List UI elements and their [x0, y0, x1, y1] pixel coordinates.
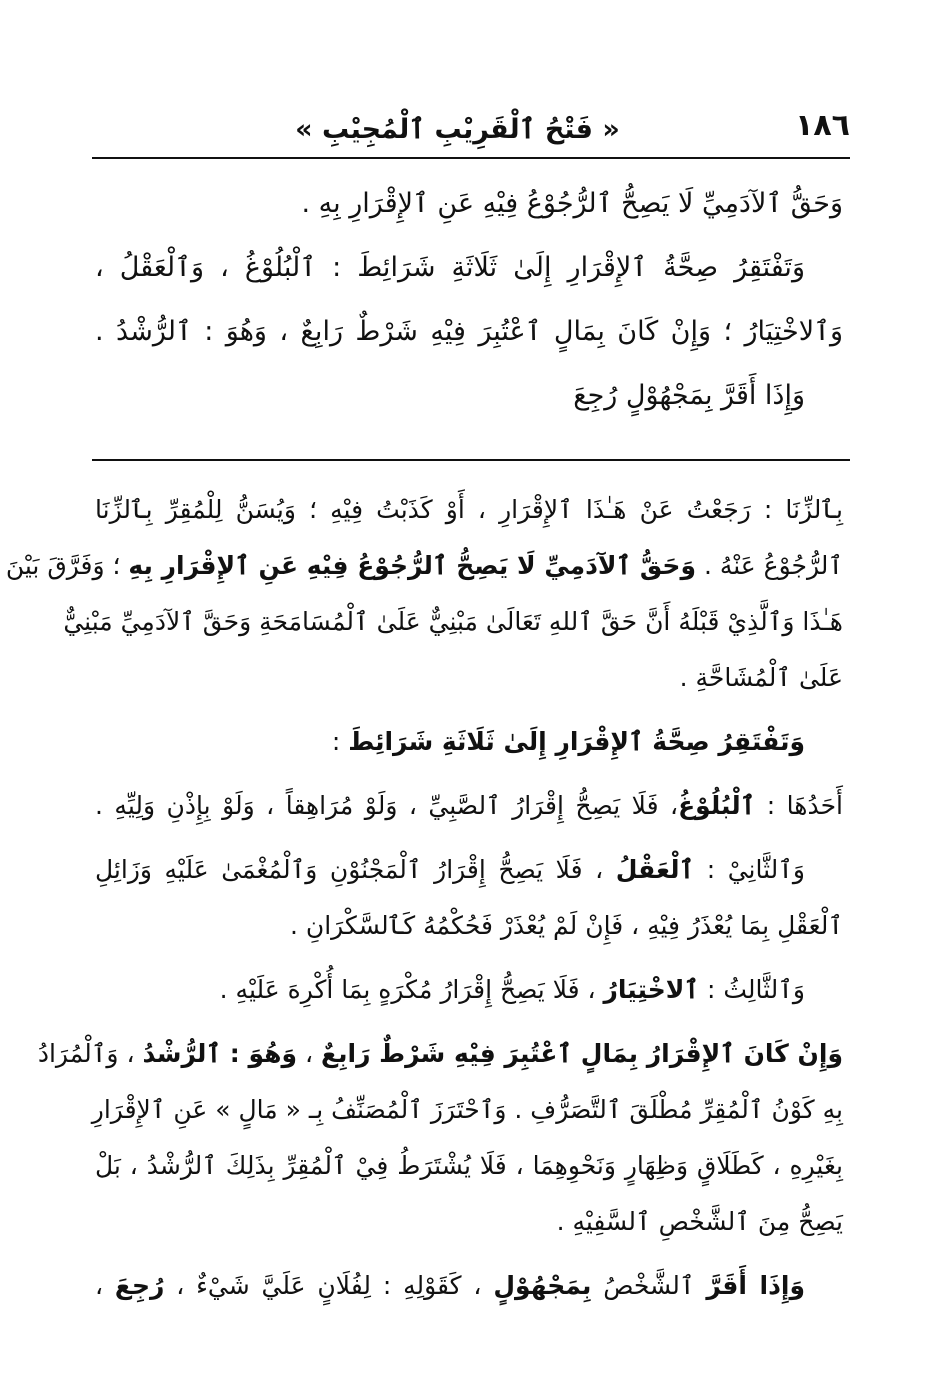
- sharh-span: ٱلرُّجُوْعُ عَنْهُ .: [696, 551, 843, 580]
- sharh-line: [95, 778, 843, 834]
- sharh-line: [95, 842, 843, 898]
- matn-line: وَتَفْتَقِرُ صِحَّةُ ٱلإِقْرَارِ إِلَىٰ ثَلَاثَةِ شَرَائِطَ : ٱلْبُلُوْغُ ، وَٱلْعَقْلُ ،: [95, 252, 805, 283]
- sharh-line: بِٱلزِّنَا : رَجَعْتُ عَنْ هَـٰذَا ٱلإِقْرَارِ ، أَوْ كَذَبْتُ فِيْهِ ؛ وَيُسَنُّ لِلْمُقِرِّ بِٱلزِّنَا: [95, 495, 843, 524]
- sharh-line: [95, 962, 843, 1018]
- sharh-span: ،: [297, 1039, 322, 1068]
- matn-quote: وَإِنْ كَانَ ٱلإِقْرَارُ بِمَالٍ ٱعْتُبِرَ فِيْهِ شَرْطٌ رَابِعٌ: [321, 1039, 843, 1068]
- sharh-line: ٱلْعَقْلِ بِمَا يُعْذَرُ فِيْهِ ، فَإِنْ لَمْ يُعْذَرْ فَحُكْمُهُ كَٱلسَّكْرَانِ .: [289, 911, 843, 940]
- matn-quote: وَتَفْتَقِرُ صِحَّةُ ٱلإِقْرَارِ إِلَىٰ ثَلَاثَةِ شَرَائِطَ: [348, 727, 805, 756]
- sharh-span: ، فَلَا يَصِحُّ إِقْرَارُ ٱلْمَجْنُوْنِ وَٱلْمُغْمَىٰ عَلَيْهِ وَزَائِلِ: [95, 855, 616, 884]
- matn-quote: وَإِذَا أَقَرَّ: [706, 1271, 806, 1300]
- sharh-line: هَـٰذَا وَٱلَّذِيْ قَبْلَهُ أَنَّ حَقَّ ٱللهِ تَعَالَىٰ مَبْنِيٌّ عَلَىٰ ٱلْمُسَامَحَةِ وَحَقَّ ٱلآدَمِيِّ مَبْنِيٌّ: [63, 607, 843, 636]
- running-header: [95, 104, 850, 154]
- matn-line: وَٱلاخْتِيَارُ ؛ وَإِنْ كَانَ بِمَالٍ ٱعْتُبِرَ فِيْهِ شَرْطٌ رَابِعٌ ، وَهُوَ : ٱلرُّشْدُ .: [95, 316, 843, 347]
- matn-text: [95, 172, 843, 428]
- sharh-span: وَٱلثَّانِيْ :: [694, 855, 805, 884]
- sharh-span: أَحَدُهَا :: [755, 791, 844, 820]
- sharh-line: عَلَىٰ ٱلْمُشَاحَّةِ .: [679, 663, 843, 692]
- sharh-span: ،: [95, 1271, 115, 1300]
- sharh-line: [37, 1026, 843, 1082]
- page-number: ١٨٦: [795, 108, 850, 143]
- sharh-span: ، فَلَا يَصِحُّ إِقْرَارُ ٱلصَّبِيِّ ، وَلَوْ مُرَاهِقاً ، وَلَوْ بِإِذْنِ وَلِيِّهِ .: [95, 791, 679, 820]
- sharh-line: [95, 714, 843, 770]
- header-rule: [92, 157, 850, 159]
- matn-line: وَإِذَا أَقَرَّ بِمَجْهُوْلٍ رُجِعَ: [573, 380, 805, 411]
- sharh-line: بِهِ كَوْنُ ٱلْمُقِرِّ مُطْلَقَ ٱلتَّصَرُّفِ . وَٱحْتَرَزَ ٱلْمُصَنِّفُ بِـ « مَالٍ » عَنِ ٱلإِقْرَارِ: [91, 1095, 843, 1124]
- sharh-span: ، فَلَا يَصِحُّ إِقْرَارُ مُكْرَهٍ بِمَا أُكْرِهَ عَلَيْهِ .: [219, 975, 604, 1004]
- sharh-span: ، كَقَوْلِهِ : لِفُلَانٍ عَلَيَّ شَيْءٌ ،: [164, 1271, 494, 1300]
- sharh-text: [5, 482, 844, 1314]
- sharh-span: :: [331, 727, 349, 756]
- matn-quote: ٱلاخْتِيَارُ: [603, 975, 700, 1004]
- separator-rule: [92, 459, 850, 461]
- matn-line: وَحَقُّ ٱلآدَمِيِّ لَا يَصِحُّ ٱلرُّجُوْعُ فِيْهِ عَنِ ٱلإِقْرَارِ بِهِ .: [301, 188, 843, 219]
- sharh-line: يَصِحُّ مِنَ ٱلشَّخْصِ ٱلسَّفِيْهِ .: [556, 1207, 843, 1236]
- matn-quote: وَهُوَ : ٱلرُّشْدُ: [142, 1039, 298, 1068]
- matn-quote: وَحَقُّ ٱلآدَمِيِّ لَا يَصِحُّ ٱلرُّجُوْعُ فِيْهِ عَنِ ٱلإِقْرَارِ بِهِ: [128, 551, 696, 580]
- matn-quote: رُجِعَ: [114, 1271, 165, 1300]
- matn-quote: ٱلْعَقْلُ: [615, 855, 695, 884]
- sharh-line: بِغَيْرِهِ ، كَطَلَاقٍ وَظِهَارٍ وَنَحْوِهِمَا ، فَلَا يُشْتَرَطُ فِيْ ٱلْمُقِرِّ بِذَلِكَ ٱلرُّشْدُ ، بَلْ: [95, 1151, 843, 1180]
- running-title: « فَتْحُ ٱلْقَرِيْبِ ٱلْمُجِيْبِ »: [295, 113, 620, 145]
- sharh-line: [5, 538, 843, 594]
- sharh-span: ، وَٱلْمُرَادُ: [37, 1039, 143, 1068]
- sharh-line: [95, 1258, 843, 1314]
- matn-quote: ٱلْبُلُوْغُ: [678, 791, 756, 820]
- matn-quote: بِمَجْهُوْلٍ: [493, 1271, 592, 1300]
- sharh-span: ٱلشَّخْصُ: [591, 1271, 707, 1300]
- sharh-span: وَٱلثَّالِثُ :: [699, 975, 805, 1004]
- sharh-span: ؛ وَفَرَّقَ بَيْنَ: [5, 551, 129, 580]
